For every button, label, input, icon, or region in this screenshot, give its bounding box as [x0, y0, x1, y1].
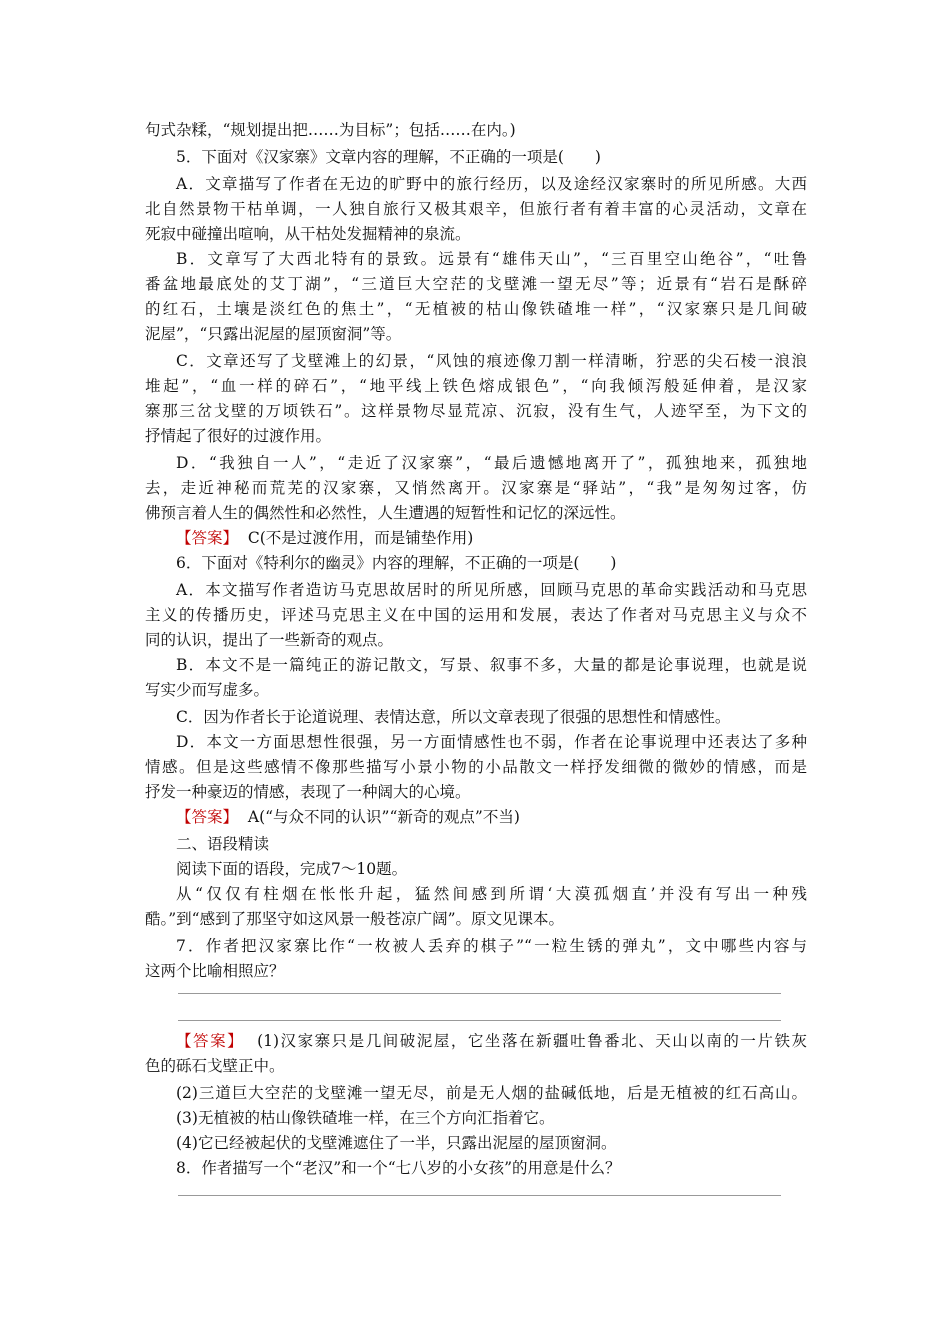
reading-instruction: 阅读下面的语段，完成7～10题。 [176, 860, 408, 878]
section-heading: 二、语段精读 [176, 835, 270, 853]
text-line: 句式杂糅，“规划提出把……为目标”；包括……在内。) [145, 121, 516, 139]
q6-answer [176, 805, 807, 829]
answer-text: C(不是过渡作用，而是铺垫作用) [247, 529, 474, 547]
answer-text: (1)汉家寨只是几间破泥屋，它坐落在新疆吐鲁番北、天山以南的一片铁灰 [257, 1032, 807, 1050]
q5-option-b: B．文章写了大西北特有的景致。远景有“雄伟天山”，“三百里空山绝谷”，“吐鲁 [176, 250, 807, 268]
q7-answer-cont: 色的砾石戈壁正中。 [145, 1057, 285, 1075]
q5-option-c-cont: 寨那三岔戈壁的万顷铁石”。这样景物尽显荒凉、沉寂，没有生气，人迹罕至，为下文的 [145, 402, 807, 420]
q5-option-a-cont: 北自然景物干枯单调，一人独自旅行又极其艰辛，但旅行者有着丰富的心灵活动，文章在 [145, 200, 807, 218]
q5-option-d-cont: 去，走近神秘而荒芜的汉家寨，又悄然离开。汉家寨是“驿站”，“我”是匆匆过客，仿 [145, 479, 807, 497]
question-8: 8．作者描写一个“老汉”和一个“七八岁的小女孩”的用意是什么？ [176, 1159, 621, 1177]
q6-option-d: D．本文一方面思想性很强，另一方面情感性也不弱，作者在论事说理中还表达了多种 [176, 733, 807, 751]
q7-answer-item: (3)无植被的枯山像铁碴堆一样，在三个方向汇指着它。 [176, 1109, 555, 1127]
q6-option-a: A．本文描写作者造访马克思故居时的所见所感，回顾马克思的革命实践活动和马克思 [176, 581, 807, 599]
q7-answer-item: (4)它已经被起伏的戈壁滩遮住了一半，只露出泥屋的屋顶窗洞。 [176, 1134, 617, 1152]
q6-option-d-cont: 抒发一种豪迈的情感，表现了一种阔大的心境。 [145, 783, 471, 801]
q5-option-d: D．“我独自一人”，“走近了汉家寨”，“最后遗憾地离开了”，孤独地来，孤独地 [176, 454, 807, 472]
q5-answer [176, 526, 807, 550]
passage-range: 从“仅仅有柱烟在怅怅升起，猛然间感到所谓‘大漠孤烟直’并没有写出一种残 [176, 885, 807, 903]
q6-option-b: B．本文不是一篇纯正的游记散文，写景、叙事不多，大量的都是论事说理，也就是说 [176, 656, 807, 674]
q6-option-b-cont: 写实少而写虚多。 [145, 681, 270, 699]
answer-line [178, 1195, 781, 1196]
q7-answer [176, 1029, 807, 1053]
q5-option-b-cont: 泥屋”，“只露出泥屋的屋顶窗洞”等。 [145, 325, 402, 343]
question-5-stem: 5．下面对《汉家寨》文章内容的理解，不正确的一项是( ) [176, 148, 601, 166]
q6-option-c: C．因为作者长于论道说理、表情达意，所以文章表现了很强的思想性和情感性。 [176, 708, 731, 726]
answer-label: 【答案】 [176, 808, 239, 826]
answer-line [178, 993, 781, 994]
passage-range-cont: 酷。”到“感到了那坚守如这风景一般苍凉广阔”。原文见课本。 [145, 910, 565, 928]
q5-option-a-cont: 死寂中碰撞出喧响，从干枯处发掘精神的泉流。 [145, 225, 471, 243]
question-6-stem: 6．下面对《特利尔的幽灵》内容的理解，不正确的一项是( ) [176, 554, 617, 572]
q6-option-d-cont: 情感。但是这些感情不像那些描写小景小物的小品散文一样抒发细微的微妙的情感，而是 [145, 758, 807, 776]
q5-option-b-cont: 番盆地最底处的艾丁湖”，“三道巨大空茫的戈壁滩一望无尽”等；近景有“岩石是酥碎 [145, 275, 807, 293]
answer-label: 【答案】 [176, 1032, 245, 1050]
q5-option-a: A．文章描写了作者在无边的旷野中的旅行经历，以及途经汉家寨时的所见所感。大西 [176, 175, 807, 193]
answer-text: A(“与众不同的认识”“新奇的观点”不当) [247, 808, 520, 826]
question-7: 7．作者把汉家寨比作“一枚被人丢弃的棋子”“一粒生锈的弹丸”，文中哪些内容与 [176, 937, 807, 955]
q6-option-a-cont: 同的认识，提出了一些新奇的观点。 [145, 631, 394, 649]
q5-option-c-cont: 抒情起了很好的过渡作用。 [145, 427, 332, 445]
q5-option-d-cont: 佛预言着人生的偶然性和必然性，人生遭遇的短暂性和记忆的深远性。 [145, 504, 626, 522]
q5-option-b-cont: 的红石，土壤是淡红色的焦土”，“无植被的枯山像铁碴堆一样”，“汉家寨只是几间破 [145, 300, 807, 318]
answer-line [178, 1020, 781, 1021]
q5-option-c-cont: 堆起”，“血一样的碎石”，“地平线上铁色熔成银色”，“向我倾泻般延伸着，是汉家 [145, 377, 807, 395]
q7-answer-item: (2)三道巨大空茫的戈壁滩一望无尽，前是无人烟的盐碱低地，后是无植被的红石高山。 [176, 1084, 807, 1102]
q6-option-a-cont: 主义的传播历史，评述马克思主义在中国的运用和发展，表达了作者对马克思主义与众不 [145, 606, 807, 624]
question-7-cont: 这两个比喻相照应？ [145, 962, 285, 980]
q5-option-c: C．文章还写了戈壁滩上的幻景，“风蚀的痕迹像刀割一样清晰，狞恶的尖石棱一浪浪 [176, 352, 807, 370]
answer-label: 【答案】 [176, 529, 239, 547]
